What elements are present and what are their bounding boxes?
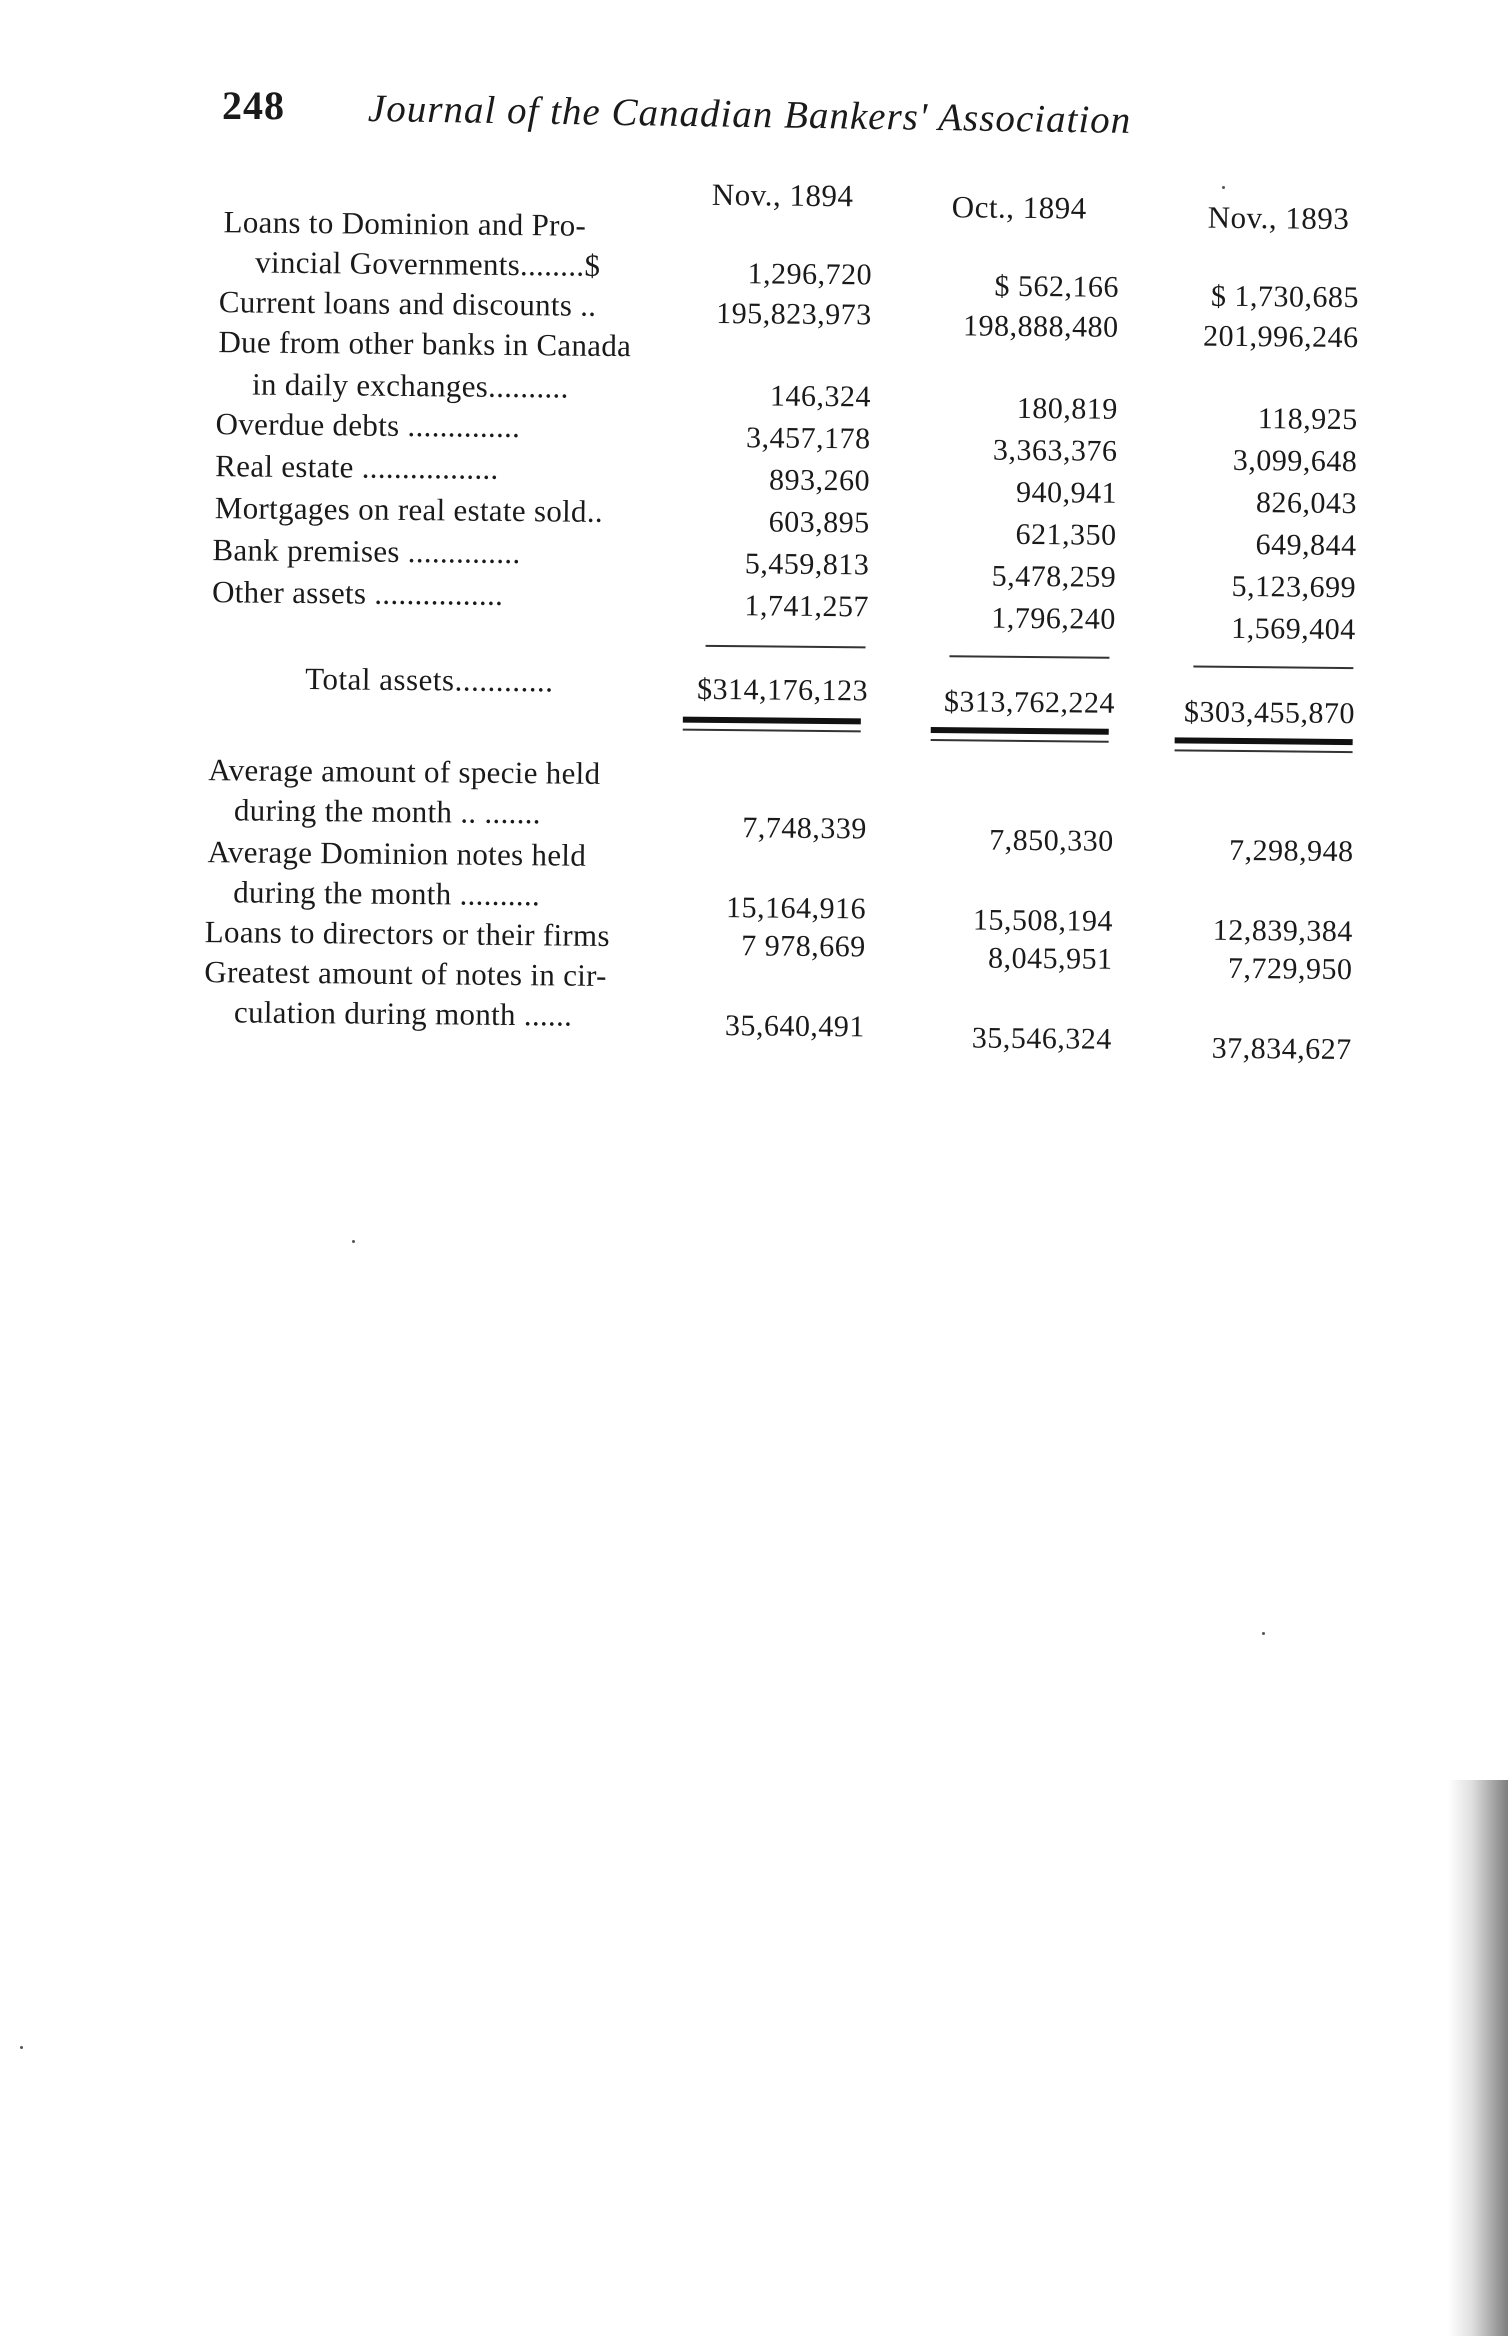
total-double-rule — [931, 739, 1109, 743]
row-label-line: in daily exchanges.......... — [251, 366, 569, 405]
row-label-line: during the month .......... — [233, 874, 541, 913]
cell-value: 198,888,480 — [962, 309, 1119, 344]
cell-value: 621,350 — [1015, 517, 1117, 552]
row-label-line: vincial Governments........$ — [255, 244, 601, 283]
cell-value: 5,478,259 — [991, 559, 1117, 594]
cell-value: 7,729,950 — [1227, 951, 1353, 987]
cell-value: 893,260 — [768, 463, 871, 498]
cell-value: 940,941 — [1015, 475, 1118, 510]
total-double-rule — [683, 717, 861, 725]
cell-value: 3,099,648 — [1232, 443, 1358, 479]
bank-returns-table — [0, 0, 1508, 1113]
scan-speck — [20, 2046, 23, 2049]
cell-value: $ 562,166 — [994, 269, 1120, 304]
cell-value: 1,796,240 — [991, 601, 1116, 636]
cell-value: 1,569,404 — [1231, 611, 1356, 647]
cell-value: 1,296,720 — [747, 257, 873, 292]
total-value: $303,455,870 — [1183, 695, 1356, 731]
cell-value: 826,043 — [1255, 486, 1358, 521]
cell-value: 37,834,627 — [1211, 1031, 1352, 1067]
total-value: $313,762,224 — [943, 685, 1116, 720]
cell-value: 1,741,257 — [744, 589, 870, 624]
sum-rule — [949, 655, 1109, 659]
row-label-line: Mortgages on real estate sold.. — [214, 490, 604, 529]
cell-value: 7 978,669 — [741, 929, 866, 964]
row-label-line: Average Dominion notes held — [207, 834, 587, 873]
total-double-rule — [931, 727, 1109, 735]
row-label-line: Greatest amount of notes in cir- — [204, 954, 607, 993]
cell-value: 7,298,948 — [1228, 833, 1354, 869]
cell-value: 3,363,376 — [992, 433, 1118, 468]
column-header-oct-1894: Oct., 1894 — [951, 189, 1087, 226]
column-header-nov-1894: Nov., 1894 — [711, 176, 854, 214]
row-label-line: Bank premises .............. — [212, 532, 521, 571]
row-label-line: Real estate ................. — [215, 448, 499, 486]
cell-value: 5,459,813 — [744, 547, 870, 582]
row-label-line: Loans to directors or their firms — [204, 914, 610, 953]
row-label-line: during the month .. ....... — [233, 792, 541, 831]
row-label-line: Average amount of specie held — [208, 752, 601, 791]
cell-value: 195,823,973 — [716, 296, 872, 332]
row-label-line: Overdue debts .............. — [215, 406, 521, 445]
cell-value: 7,850,330 — [989, 823, 1114, 858]
total-double-rule — [683, 729, 861, 733]
row-label-line: Loans to Dominion and Pro- — [223, 204, 587, 243]
running-head-title: Journal of the Canadian Bankers' Association — [367, 87, 1132, 142]
cell-value: 3,457,178 — [745, 421, 871, 456]
cell-value: 35,640,491 — [724, 1009, 866, 1044]
total-double-rule — [1175, 737, 1353, 745]
cell-value: 8,045,951 — [987, 941, 1113, 976]
row-label-line: Due from other banks in Canada — [218, 324, 632, 364]
cell-value: 15,164,916 — [725, 891, 867, 926]
column-header-nov-1893: Nov., 1893 — [1207, 199, 1350, 237]
cell-value: 201,996,246 — [1202, 319, 1359, 355]
cell-value: 7,748,339 — [742, 811, 867, 846]
cell-value: 118,925 — [1257, 402, 1358, 437]
scan-speck — [352, 1240, 355, 1243]
row-label-line: culation during month ...... — [233, 994, 573, 1033]
cell-value: 15,508,194 — [972, 903, 1114, 938]
total-double-rule — [1175, 749, 1353, 753]
cell-value: $ 1,730,685 — [1210, 279, 1360, 315]
sum-rule — [706, 645, 866, 649]
cell-value: 12,839,384 — [1212, 913, 1353, 949]
total-value: $314,176,123 — [696, 672, 869, 708]
sum-rule — [1193, 666, 1353, 670]
row-label-line: Other assets ................ — [211, 574, 504, 612]
page-number: 248 — [222, 83, 285, 128]
total-assets-label: Total assets............ — [305, 661, 554, 699]
cell-value: 649,844 — [1255, 528, 1357, 563]
scan-speck — [1222, 186, 1225, 189]
page-edge-shadow — [1448, 1780, 1508, 2336]
row-label-line: Current loans and discounts .. — [218, 284, 597, 323]
cell-value: 603,895 — [768, 505, 870, 540]
cell-value: 5,123,699 — [1231, 569, 1357, 605]
cell-value: 35,546,324 — [971, 1021, 1112, 1056]
cell-value: 180,819 — [1016, 391, 1118, 426]
cell-value: 146,324 — [769, 379, 872, 414]
scan-speck — [1262, 1632, 1265, 1635]
